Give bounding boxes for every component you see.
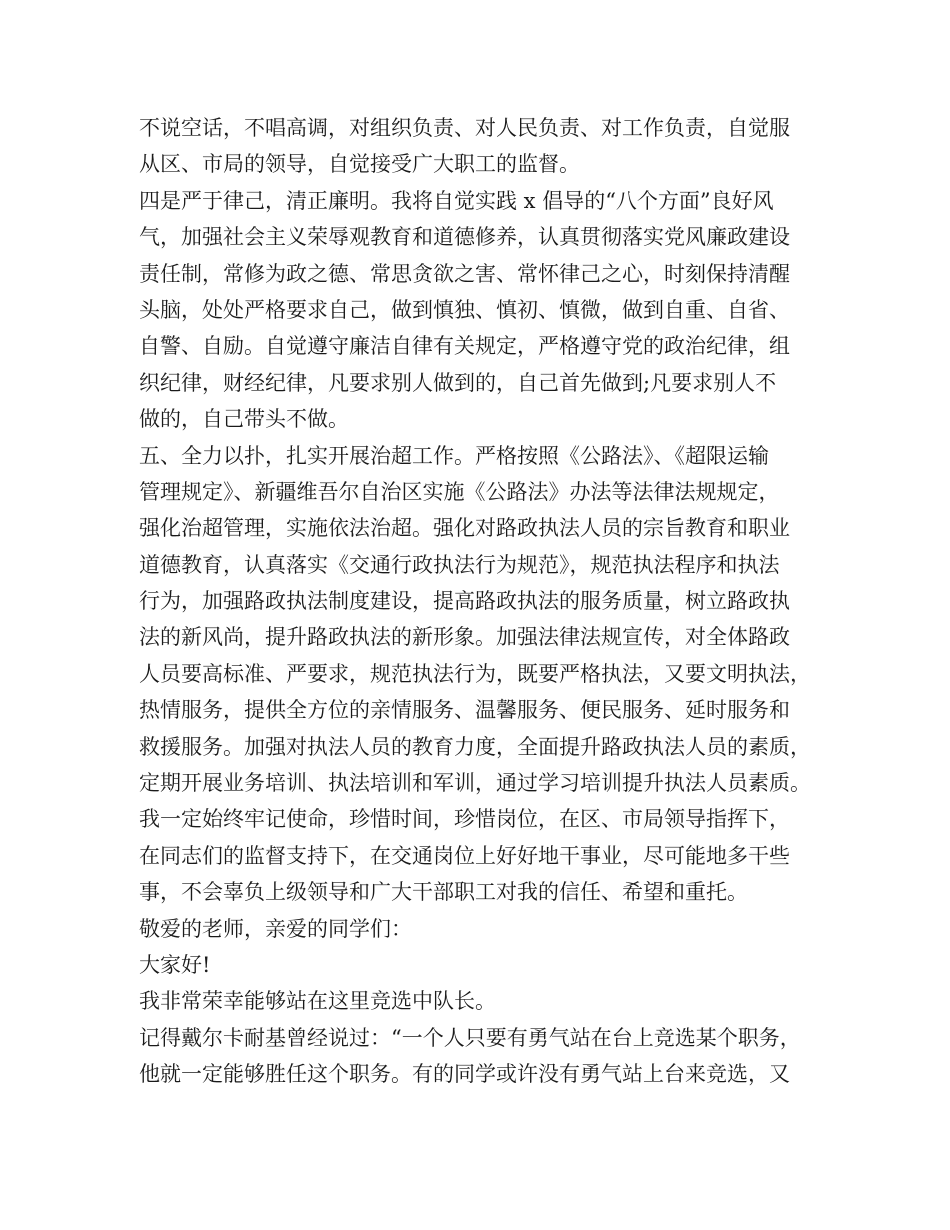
document-body [139, 110, 839, 1093]
text-line: 我一定始终牢记使命，珍惜时间，珍惜岗位，在区、市局领导指挥下， [139, 807, 790, 832]
text-line: 道德教育，认真落实《交通行政执法行为规范》，规范执法程序和执法 [139, 552, 780, 577]
text-line: 他就一定能够胜任这个职务。有的同学或许没有勇气站上台来竞选，又 [139, 1062, 790, 1087]
text-line: 织纪律，财经纪律，凡要求别人做到的，自己首先做到;凡要求别人不 [139, 370, 777, 395]
text-line: 气，加强社会主义荣辱观教育和道德修养，认真贯彻落实党风廉政建设 [139, 225, 790, 250]
text-line: 五、全力以扑，扎实开展治超工作。严格按照《公路法》、《超限运输 [139, 443, 769, 468]
text-line: 记得戴尔卡耐基曾经说过：“一个人只要有勇气站在台上竞选某个职务， [139, 1025, 801, 1050]
text-line: 管理规定》、新疆维吾尔自治区实施《公路法》办法等法律法规规定， [139, 479, 780, 504]
text-line: 敬爱的老师，亲爱的同学们： [139, 916, 412, 941]
text-line: 头脑，处处严格要求自己，做到慎独、慎初、慎微，做到自重、自省、 [139, 297, 790, 322]
text-line: 不说空话，不唱高调，对组织负责、对人民负责、对工作负责，自觉服 [139, 116, 790, 140]
text-line: 四是严于律己，清正廉明。我将自觉实践 x 倡导的“八个方面”良好风 [139, 188, 774, 213]
text-line: 自警、自励。自觉遵守廉洁自律有关规定，严格遵守党的政治纪律，组 [139, 334, 790, 359]
text-line: 救援服务。加强对执法人员的教育力度，全面提升路政执法人员的素质， [139, 734, 811, 759]
text-line: 从区、市局的领导，自觉接受广大职工的监督。 [139, 152, 580, 177]
text-line: 我非常荣幸能够站在这里竞选中队长。 [139, 989, 496, 1014]
text-line: 责任制，常修为政之德、常思贪欲之害、常怀律己之心，时刻保持清醒 [139, 261, 790, 286]
text-line: 在同志们的监督支持下，在交通岗位上好好地干事业，尽可能地多干些 [139, 843, 790, 868]
text-line: 大家好! [139, 952, 211, 977]
text-line: 热情服务，提供全方位的亲情服务、温馨服务、便民服务、延时服务和 [139, 698, 790, 723]
text-line: 事，不会辜负上级领导和广大干部职工对我的信任、希望和重托。 [139, 880, 748, 905]
text-line: 法的新风尚，提升路政执法的新形象。加强法律法规宣传，对全体路政 [139, 625, 790, 650]
text-line: 定期开展业务培训、执法培训和军训，通过学习培训提升执法人员素质。 [139, 771, 811, 796]
text-line: 人员要高标准、严要求，规范执法行为，既要严格执法，又要文明执法， [139, 661, 811, 686]
text-line: 做的，自己带头不做。 [139, 407, 349, 432]
text-line: 行为，加强路政执法制度建设，提高路政执法的服务质量，树立路政执 [139, 589, 790, 614]
text-line: 强化治超管理，实施依法治超。强化对路政执法人员的宗旨教育和职业 [139, 516, 790, 541]
